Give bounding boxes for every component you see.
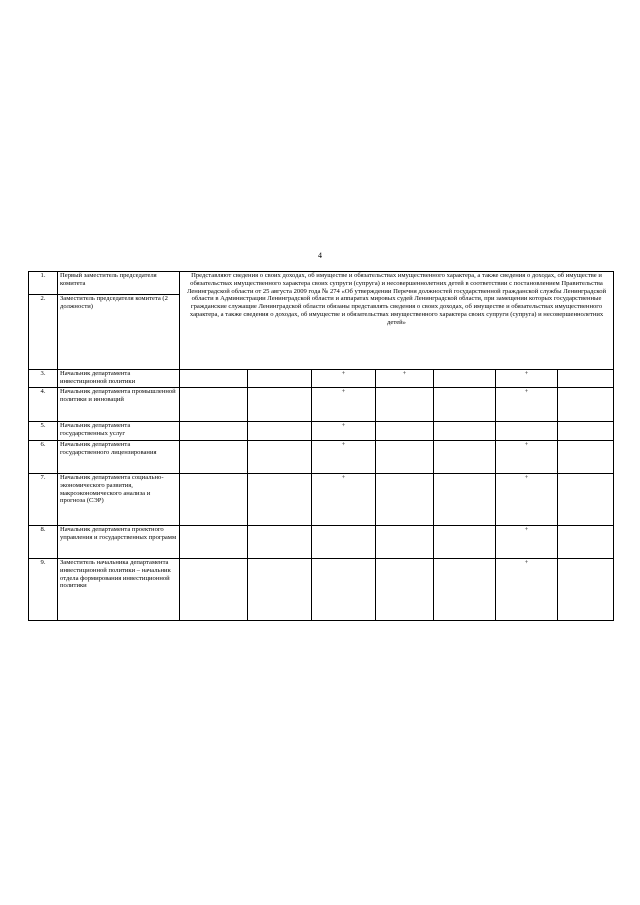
table-row xyxy=(29,422,614,441)
mark-cell xyxy=(376,526,434,559)
row-number: 7. xyxy=(29,474,58,526)
position-title: Начальник департамента государственных услуг xyxy=(58,422,180,441)
mark-cell xyxy=(180,441,248,474)
mark-cell xyxy=(180,370,248,388)
table-row xyxy=(29,559,614,621)
row-number: 5. xyxy=(29,422,58,441)
mark-cell: + xyxy=(496,441,558,474)
position-title: Заместитель председателя комитета (2 должности) xyxy=(58,295,180,370)
row-number: 2. xyxy=(29,295,58,370)
mark-cell xyxy=(376,474,434,526)
mark-cell xyxy=(376,422,434,441)
mark-cell: + xyxy=(496,526,558,559)
mark-cell xyxy=(434,559,496,621)
table-row xyxy=(29,474,614,526)
mark-cell: + xyxy=(312,388,376,422)
mark-cell: + xyxy=(312,474,376,526)
page-number: 4 xyxy=(318,251,322,260)
row-number: 8. xyxy=(29,526,58,559)
position-title: Начальник департамента проектного управления и государственных программ xyxy=(58,526,180,559)
mark-cell xyxy=(248,370,312,388)
table-row xyxy=(29,388,614,422)
mark-cell xyxy=(180,422,248,441)
mark-cell xyxy=(434,474,496,526)
mark-cell xyxy=(376,388,434,422)
mark-cell xyxy=(180,526,248,559)
mark-cell xyxy=(248,388,312,422)
mark-cell xyxy=(558,441,614,474)
mark-cell xyxy=(558,422,614,441)
position-title: Начальник департамента инвестиционной политики xyxy=(58,370,180,388)
positions-table xyxy=(28,271,614,621)
mark-cell xyxy=(434,388,496,422)
mark-cell xyxy=(558,474,614,526)
mark-cell: + xyxy=(496,388,558,422)
row-number: 6. xyxy=(29,441,58,474)
table-row xyxy=(29,272,614,295)
mark-cell xyxy=(248,422,312,441)
mark-cell xyxy=(248,474,312,526)
mark-cell xyxy=(180,559,248,621)
row-number: 9. xyxy=(29,559,58,621)
table-row xyxy=(29,526,614,559)
mark-cell: + xyxy=(496,370,558,388)
mark-cell: + xyxy=(312,441,376,474)
mark-cell xyxy=(180,474,248,526)
mark-cell xyxy=(496,422,558,441)
position-title: Первый заместитель председателя комитета xyxy=(58,272,180,295)
mark-cell xyxy=(180,388,248,422)
mark-cell: + xyxy=(376,370,434,388)
table-row xyxy=(29,441,614,474)
mark-cell xyxy=(248,526,312,559)
mark-cell: + xyxy=(496,559,558,621)
mark-cell xyxy=(248,559,312,621)
mark-cell xyxy=(558,526,614,559)
mark-cell xyxy=(312,559,376,621)
mark-cell xyxy=(434,441,496,474)
mark-cell xyxy=(558,559,614,621)
merged-description: Представляют сведения о своих доходах, об имуществе и обязательствах имущественного характера, а также сведения о доходах, об имуществе и обязательствах имущественного характера своих супруги (супруга) и несовершеннолетних детей в соответствии с постановлением Правительства Ленинградской области от 25 августа 2009 года № 274 «Об утверждении Перечня должностей государственной гражданской службы Ленинградской области в Администрации Ленинградской области и аппаратах мировых судей Ленинградской области, при замещении которых государственные гражданские служащие Ленинградской области обязаны представлять сведения о своих доходах, об имуществе и обязательствах имущественного характера, а также сведения о доходах, об имуществе и обязательствах имущественного характера своих супруги (супруга) и несовершеннолетних детей» xyxy=(180,272,614,370)
position-title: Начальник департамента социально-экономического развития, макроэкономического анализа и прогноза (СЭР) xyxy=(58,474,180,526)
row-number: 1. xyxy=(29,272,58,295)
row-number: 3. xyxy=(29,370,58,388)
mark-cell xyxy=(434,526,496,559)
mark-cell xyxy=(312,526,376,559)
position-title: Заместитель начальника департамента инвестиционной политики – начальник отдела формирования инвестиционной политики xyxy=(58,559,180,621)
mark-cell: + xyxy=(496,474,558,526)
position-title: Начальник департамента промышленной политики и инноваций xyxy=(58,388,180,422)
mark-cell xyxy=(434,370,496,388)
table-row xyxy=(29,370,614,388)
position-title: Начальник департамента государственного лицензирования xyxy=(58,441,180,474)
mark-cell: + xyxy=(312,370,376,388)
mark-cell xyxy=(558,388,614,422)
mark-cell xyxy=(376,441,434,474)
row-number: 4. xyxy=(29,388,58,422)
mark-cell xyxy=(434,422,496,441)
mark-cell: + xyxy=(312,422,376,441)
mark-cell xyxy=(248,441,312,474)
mark-cell xyxy=(558,370,614,388)
mark-cell xyxy=(376,559,434,621)
